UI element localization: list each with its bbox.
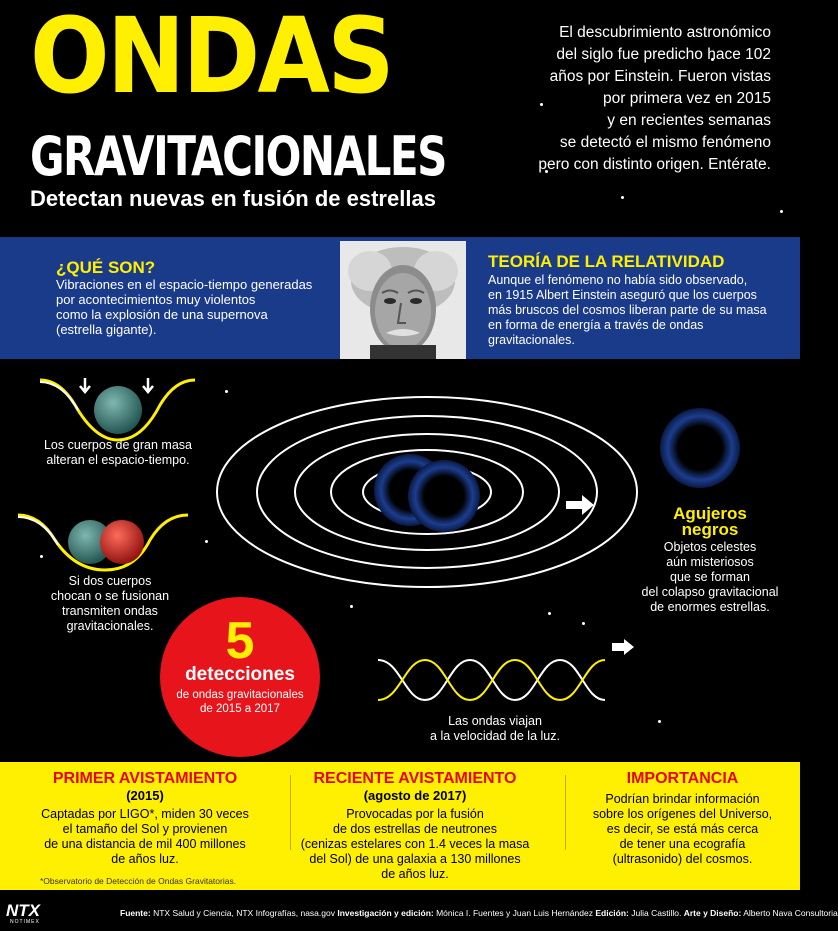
caption-line: alteran el espacio-tiempo. bbox=[46, 453, 190, 467]
fuente-value: NTX Salud y Ciencia, NTX Infografías, nasa.gov bbox=[153, 908, 335, 918]
intro-line: se detectó el mismo fenómeno bbox=[559, 134, 771, 151]
star bbox=[780, 210, 783, 213]
black-holes-line: Objetos celestes bbox=[663, 540, 757, 554]
black-hole-right bbox=[408, 460, 480, 532]
edicion-value: Julia Castillo. bbox=[631, 908, 682, 918]
subtitle: Detectan nuevas en fusión de estrellas bbox=[30, 186, 436, 211]
black-holes-title bbox=[650, 506, 770, 538]
teoria-line: en 1915 Albert Einstein aseguró que los cuerpos bbox=[488, 288, 757, 302]
arte-label: Arte y Diseño: bbox=[683, 908, 742, 918]
primer-line: el tamaño del Sol y provienen bbox=[62, 822, 228, 836]
intro-line: años por Einstein. Fueron vistas bbox=[549, 68, 771, 85]
intro-line: pero con distinto origen. Entérate. bbox=[538, 156, 771, 173]
importancia-line: sobre los orígenes del Universo, bbox=[592, 807, 773, 821]
primer-heading: PRIMER AVISTAMIENTO bbox=[52, 770, 238, 787]
caption-line: gravitacionales. bbox=[66, 619, 154, 633]
caption-line: a la velocidad de la luz. bbox=[430, 729, 560, 743]
que-son-line: por acontecimientos muy violentos bbox=[56, 292, 256, 307]
que-son-line: como la explosión de una supernova bbox=[56, 307, 268, 322]
main-title: ONDAS bbox=[30, 0, 392, 117]
que-son-line: (estrella gigante). bbox=[56, 322, 157, 337]
intro-text bbox=[505, 22, 771, 176]
que-son-body bbox=[56, 277, 326, 337]
teoria-body bbox=[488, 273, 788, 348]
reciente-line: (cenizas estelares con 1.4 veces la masa bbox=[300, 837, 530, 851]
main-title-line2: GRAVITACIONALES bbox=[30, 125, 446, 188]
que-son-heading: ¿QUÉ SON? bbox=[56, 258, 156, 277]
reciente-avistamiento bbox=[295, 770, 535, 882]
caption-line: Las ondas viajan bbox=[448, 714, 542, 728]
importancia-line: de tener una ecografía bbox=[619, 837, 746, 851]
reciente-line: de años luz. bbox=[381, 867, 449, 881]
ntx-logo: NTX bbox=[6, 901, 40, 920]
black-holes-line: del colapso gravitacional bbox=[641, 585, 779, 599]
reciente-line: Provocadas por la fusión bbox=[346, 807, 484, 821]
reciente-line: de dos estrellas de neutrones bbox=[333, 822, 497, 836]
einstein-portrait bbox=[340, 241, 466, 359]
black-holes-line: de enormes estrellas. bbox=[650, 600, 770, 614]
teoria-line: más bruscos del cosmos liberan parte de su masa bbox=[488, 303, 767, 317]
column-divider bbox=[290, 775, 291, 850]
reciente-body bbox=[295, 807, 535, 882]
reciente-date: (agosto de 2017) bbox=[363, 788, 467, 803]
arrow-down-icon bbox=[143, 378, 153, 392]
teoria-line: Aunque el fenómeno no había sido observado, bbox=[488, 273, 748, 287]
credits bbox=[120, 908, 838, 918]
arte-value: Alberto Nava Consultoria bbox=[743, 908, 838, 918]
caption-line: Si dos cuerpos bbox=[68, 574, 152, 588]
caption-line: chocan o se fusionan bbox=[50, 589, 170, 603]
arrow-right-icon bbox=[612, 639, 634, 655]
importancia-body bbox=[575, 792, 790, 867]
reciente-heading: RECIENTE AVISTAMIENTO bbox=[313, 770, 517, 787]
black-hole-icon bbox=[660, 408, 740, 488]
intro-line: El descubrimiento astronómico bbox=[559, 24, 771, 41]
footnote: *Observatorio de Detección de Ondas Gravitatorias. bbox=[40, 876, 237, 886]
caption-line: transmiten ondas bbox=[62, 604, 158, 618]
primer-line: Captadas por LIGO*, miden 30 veces bbox=[41, 807, 249, 821]
mass-sphere bbox=[94, 386, 142, 434]
star bbox=[621, 196, 624, 199]
arrow-down-icon bbox=[80, 378, 90, 392]
primer-body bbox=[20, 807, 270, 867]
caption-waves bbox=[395, 714, 595, 744]
black-holes-title-line: negros bbox=[681, 520, 739, 539]
intro-line: del siglo fue predicho hace 102 bbox=[556, 46, 771, 63]
arrow-right-icon bbox=[566, 495, 594, 515]
detections-sub bbox=[160, 688, 320, 716]
intro-line: y en recientes semanas bbox=[607, 112, 771, 129]
detections-word: detecciones bbox=[185, 664, 295, 685]
importancia-line: (ultrasonido) del cosmos. bbox=[612, 852, 753, 866]
que-son-line: Vibraciones en el espacio-tiempo generadas bbox=[56, 277, 313, 292]
importancia-line: es decir, se está más cerca bbox=[606, 822, 759, 836]
importancia-heading: IMPORTANCIA bbox=[626, 770, 739, 787]
black-holes-line: aún misteriosos bbox=[666, 555, 754, 569]
column-divider bbox=[565, 775, 566, 850]
caption-mass bbox=[28, 438, 208, 468]
invest-label: Investigación y edición: bbox=[337, 908, 434, 918]
teoria-line: gravitacionales. bbox=[488, 333, 575, 347]
red-sphere bbox=[100, 520, 144, 564]
reciente-line: del Sol) de una galaxia a 130 millones bbox=[309, 852, 521, 866]
fuente-label: Fuente: bbox=[120, 908, 151, 918]
teoria-heading: TEORÍA DE LA RELATIVIDAD bbox=[488, 252, 725, 271]
teoria-line: en forma de energía a través de ondas bbox=[488, 318, 704, 332]
primer-avistamiento bbox=[20, 770, 270, 867]
primer-line: de una distancia de mil 400 millones bbox=[44, 837, 246, 851]
importancia-line: Podrían brindar información bbox=[605, 792, 760, 806]
detections-number: 5 bbox=[225, 612, 255, 670]
black-holes-line: que se forman bbox=[670, 570, 750, 584]
black-holes-title-line: Agujeros bbox=[673, 504, 747, 523]
detections-line: de ondas gravitacionales bbox=[176, 689, 304, 701]
importancia bbox=[575, 770, 790, 867]
invest-value: Mónica I. Fuentes y Juan Luis Hernández bbox=[436, 908, 593, 918]
detections-line: de 2015 a 2017 bbox=[200, 703, 280, 715]
primer-line: de años luz. bbox=[111, 852, 179, 866]
ntx-logo-sub: NOTIMEX bbox=[10, 919, 40, 925]
black-holes-body bbox=[620, 540, 800, 615]
primer-date: (2015) bbox=[126, 788, 164, 803]
intro-line: por primera vez en 2015 bbox=[602, 90, 771, 107]
caption-line: Los cuerpos de gran masa bbox=[43, 438, 192, 452]
edicion-label: Edición: bbox=[595, 908, 629, 918]
